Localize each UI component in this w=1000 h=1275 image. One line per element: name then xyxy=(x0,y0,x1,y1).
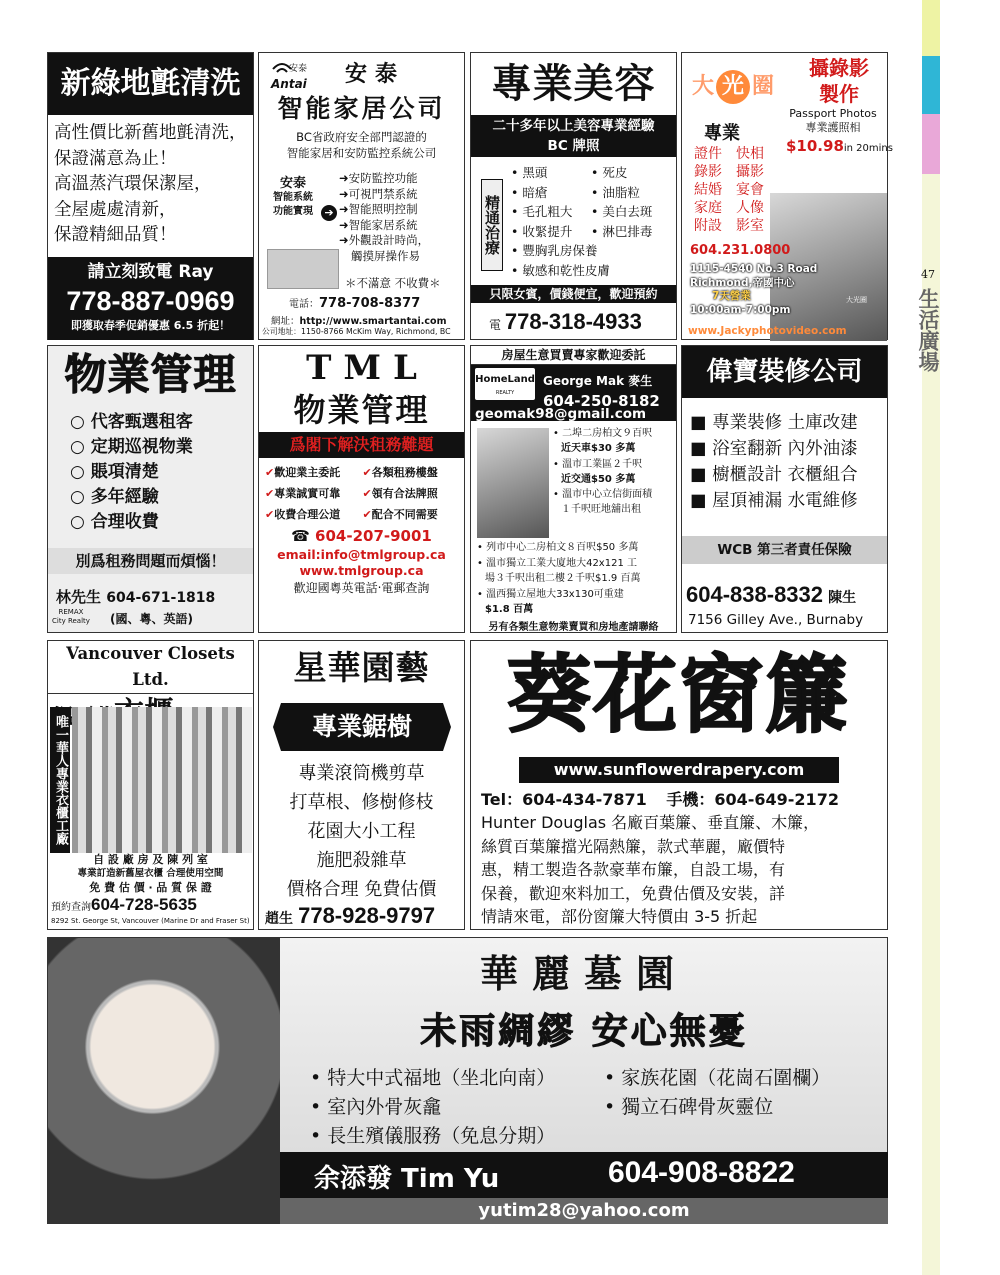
tml-title: 物業管理 xyxy=(293,391,430,429)
property1-tagline: 別爲租務問題而煩惱！ xyxy=(48,548,253,574)
antai-logo xyxy=(267,59,315,93)
photo-passport: Passport Photos 專業護照相 xyxy=(789,107,877,134)
garden-line: 專業滾筒機剪草 xyxy=(298,763,425,784)
garden-phone: 778-928-9797 xyxy=(298,903,436,928)
drapery-body-line: 惠，精工製造各款豪華布簾，自設工場，有 xyxy=(481,860,786,879)
antai-phone-row: 電話：778-708-8377 xyxy=(289,296,421,311)
photo-service: 宴會 xyxy=(736,182,764,198)
beauty-item: • 淋巴排毒 xyxy=(591,223,653,239)
drapery-body-line: 保養，歡迎來料加工，免費估價及安裝，詳 xyxy=(481,883,786,903)
beauty-item: • 油脂粒 xyxy=(591,184,640,200)
tml-note: 歡迎國粵英電話‧電郵查詢 xyxy=(293,581,430,595)
photo-service: 結婚 xyxy=(694,182,722,198)
ad-weibao-renovation xyxy=(681,345,888,633)
property1-items xyxy=(70,410,193,535)
cemetery-bullet: • 特大中式福地（坐北向南） xyxy=(310,1067,556,1089)
weibao-address: 7156 Gilley Ave., Burnaby xyxy=(688,612,864,628)
realty-listing: 近交通$50 多萬 xyxy=(561,473,636,485)
closets-phone: 604-728-5635 xyxy=(91,895,197,914)
antai-left1: 安泰 xyxy=(279,176,306,191)
photo-service: 證件 xyxy=(694,146,722,162)
realty-footer: 另有各類生意物業賣買和房地產請聯絡 xyxy=(488,622,659,633)
arrow-right-icon: ➔ xyxy=(321,205,337,221)
antai-title: 智能家居公司 xyxy=(277,94,446,123)
antai-left-labels xyxy=(263,177,323,219)
realty-listing: １千呎旺地舖出租 xyxy=(561,504,641,516)
photo-service: 影室 xyxy=(736,218,764,234)
antai-features xyxy=(339,171,429,264)
property1-item: ○ 定期巡視物業 xyxy=(70,437,193,457)
beauty-banner: 二十多年以上美容專業經驗 BC 牌照 xyxy=(471,115,676,157)
closets-name-en: Vancouver Closets Ltd. xyxy=(48,641,253,694)
closets-vertical: 唯一華人專業衣櫃工廠 xyxy=(50,707,70,853)
weibao-items xyxy=(682,398,887,514)
tml-email: email:info@tmlgroup.ca xyxy=(277,547,446,562)
tim-yu-photo xyxy=(48,938,280,1224)
garden-line: 花園大小工程 xyxy=(307,821,416,842)
cemetery-slogan: 未雨綢繆 安心無憂 xyxy=(420,1011,748,1052)
property1-phone: 604-671-1818 xyxy=(106,590,216,606)
garden-lines xyxy=(259,759,464,904)
realty-listings-full xyxy=(477,540,675,618)
antai-feature: 觸摸屏操作易 xyxy=(351,248,420,263)
tml-checks xyxy=(259,458,464,525)
antai-web: http://www.smartantai.com xyxy=(299,316,447,327)
antai-name: 安泰 xyxy=(345,61,406,87)
garden-title: 星華園藝 xyxy=(293,648,430,687)
drapery-tel: 604-434-7871 xyxy=(522,790,647,809)
cemetery-bullet: • 室內外骨灰龕 xyxy=(310,1096,442,1118)
property1-contact: 林先生 604-671-1818 xyxy=(56,588,216,606)
cemetery-email: yutim28@yahoo.com xyxy=(280,1198,888,1224)
beauty-item: • 豐胸乳房保養 xyxy=(511,243,598,258)
photo-price: $10.98in 20mins xyxy=(786,137,893,155)
realty-phone: 604-250-8182 xyxy=(543,392,660,410)
ad-carpet-cleaning xyxy=(47,52,254,340)
weibao-item: ■ 專業裝修 土庫改建 xyxy=(690,413,858,433)
antai-web-row: 網址：http://www.smartantai.com xyxy=(271,316,447,327)
photo-logo: 大 光 圈 xyxy=(692,69,774,104)
beauty-item: • 暗瘡 xyxy=(511,184,548,200)
carpet-phone: 778-887-0969 xyxy=(66,286,235,316)
closets-lines xyxy=(48,853,253,895)
beauty-phone-row: 電 778-318-4933 xyxy=(489,309,642,334)
cemetery-bullet: • 獨立石碑骨灰靈位 xyxy=(604,1096,774,1118)
closets-line1: 自 設 廠 房 及 陳 列 室 xyxy=(93,853,208,866)
antai-feature: ➜智能家居系統 xyxy=(339,217,418,232)
drapery-body-line: Hunter Douglas 名廠百葉簾、垂直簾、木簾， xyxy=(481,813,820,832)
drapery-phones: Tel：604-434-7871 手機：604-649-2172 xyxy=(481,790,839,809)
phone-icon: ☎ xyxy=(291,527,310,545)
tml-check: ✔領有合法牌照 xyxy=(362,487,438,500)
weibao-item: ■ 屋頂補漏 水電維修 xyxy=(690,491,858,511)
photo-phone: 604.231.0800 xyxy=(690,243,791,258)
photo-web: www.Jackyphotovideo.com xyxy=(688,325,847,337)
weibao-wcb: WCB 第三者責任保險 xyxy=(682,536,887,564)
photo-sign: 大光圈 xyxy=(846,296,867,304)
beauty-title: 專業美容 xyxy=(491,60,656,107)
drapery-body xyxy=(481,811,819,929)
antai-feature: ➜可視門禁系統 xyxy=(339,186,418,201)
carpet-promo: 即獲取春季促銷優惠 6.5 折起！ xyxy=(70,319,231,332)
weibao-phone: 604-838-8332 xyxy=(686,582,824,607)
ad-property-management-lam xyxy=(47,345,254,633)
carpet-line: 保證滿意為止！ xyxy=(54,148,177,169)
beauty-item: • 毛孔粗大 xyxy=(511,204,573,219)
carpet-line: 全屋處處清新， xyxy=(54,199,177,220)
photo-address: 1115-4540 No.3 Road Richmond,帝國中心 7天營業 10:00am-7:00pm xyxy=(690,263,818,316)
photo-service: 攝影 xyxy=(736,164,764,180)
carpet-contact-bar xyxy=(48,257,253,340)
antai-sub2: 智能家居和安防監控系統公司 xyxy=(286,146,437,160)
photo-service: 附設 xyxy=(694,218,722,234)
realty-listing: • 溫市獨立工業大廈地大42x121 工 xyxy=(477,557,637,569)
cemetery-bullet: • 長生殯儀服務（免息分期） xyxy=(310,1125,556,1147)
drapery-title: 葵花窗簾 xyxy=(506,646,851,744)
beauty-item: • 黑頭 xyxy=(511,165,548,180)
tml-phone-row xyxy=(259,525,464,547)
property1-item: ○ 合理收費 xyxy=(70,512,159,532)
drapery-mobile: 604-649-2172 xyxy=(714,790,839,809)
realty-listings-right xyxy=(553,426,675,518)
weibao-item: ■ 櫥櫃設計 衣櫃組合 xyxy=(690,465,858,485)
cemetery-title: 華麗墓園 xyxy=(479,951,688,996)
closets-line2: 專業訂造新舊屋衣櫃 合理使用空間 xyxy=(77,868,224,879)
garden-line: 價格合理 免費估價 xyxy=(286,879,437,900)
side-tab-blue xyxy=(922,56,940,114)
beauty-services-wide xyxy=(511,241,610,280)
antai-logo-en: Antai xyxy=(271,77,307,91)
realty-listing: • 溫西獨立屋地大33x130可重建 xyxy=(477,588,624,600)
beauty-note: 只限女賓，價錢便宜，歡迎預約 xyxy=(471,285,676,303)
ad-homeland-realty xyxy=(470,345,677,633)
antai-feature: ➜智能照明控制 xyxy=(339,202,418,216)
tml-check: ✔各類租務樓盤 xyxy=(362,466,438,479)
photo-service: 人像 xyxy=(736,200,764,216)
drapery-body-line: 絲質百葉簾擋光隔熱簾，款式華麗，廠價特 xyxy=(481,836,786,856)
antai-subtitle xyxy=(259,129,464,161)
antai-address-row: 公司地址：1150-8766 McKim Way, Richmond, BC xyxy=(262,327,451,336)
homeland-logo: HomeLand REALTY xyxy=(475,368,535,400)
closet-photo xyxy=(72,707,252,853)
ad-cemetery-tim-yu xyxy=(47,937,888,1224)
closets-line3: 免 費 估 價 ‧ 品 質 保 證 xyxy=(89,881,212,894)
tml-check: ✔收費合理公道 xyxy=(265,508,341,521)
antai-logo-cn: 安泰 xyxy=(289,64,308,74)
photo-title: 攝錄影 製作 xyxy=(809,56,869,106)
ad-sunflower-drapery xyxy=(470,640,888,930)
ad-antai-smart-home xyxy=(258,52,465,340)
side-tab-yellow xyxy=(922,0,940,56)
weibao-phone-row: 604-838-8332 陳生 xyxy=(686,582,857,607)
carpet-call: 請立刻致電 Ray xyxy=(87,262,214,282)
photo-service: 家庭 xyxy=(694,200,722,216)
tml-web: www.tmlgroup.ca xyxy=(299,563,424,578)
antai-guarantee: ＊不滿意 不收費＊ xyxy=(345,276,441,290)
photo-service: 快相 xyxy=(736,146,764,162)
weibao-item: ■ 浴室翻新 內外油漆 xyxy=(690,439,858,459)
antai-left3: 功能實現 xyxy=(273,206,313,217)
property1-item: ○ 多年經驗 xyxy=(70,487,159,507)
beauty-phone: 778-318-4933 xyxy=(504,309,642,334)
side-tab-pink xyxy=(922,114,940,174)
realty-listing: • 列市中心二房柏文８百呎$50 多萬 xyxy=(477,542,639,553)
property1-item: ○ 賬項清楚 xyxy=(70,462,159,482)
beauty-side-label: 精通治療 xyxy=(481,179,503,271)
drapery-body-line: 情請來電，部份窗簾大特價由 3-5 折起 xyxy=(481,907,758,926)
cemetery-bullet: • 家族花園（花崗石圍欄） xyxy=(604,1067,831,1089)
cemetery-phone: 604-908-8822 xyxy=(608,1156,795,1189)
antai-address: 1150-8766 McKim Way, Richmond, BC xyxy=(300,327,451,336)
tml-check: ✔專業誠實可靠 xyxy=(265,487,341,500)
remax-logo: REMAX City Realty xyxy=(52,608,90,625)
carpet-line: 高溫蒸汽環保潔屋， xyxy=(54,174,212,194)
tml-phone: 604-207-9001 xyxy=(315,527,432,545)
carpet-lines xyxy=(48,115,253,249)
realty-listing: • 溫市工業區２千呎 xyxy=(553,458,643,470)
realty-listing: 場３千呎出租二樓２千呎$1.9 百萬 xyxy=(485,573,641,584)
antai-feature: ➜安防監控功能 xyxy=(339,171,418,185)
beauty-item: • 死皮 xyxy=(591,165,628,180)
beauty-item: • 美白去斑 xyxy=(591,204,653,219)
ad-tml-property xyxy=(258,345,465,633)
tml-check: ✔歡迎業主委託 xyxy=(265,466,341,479)
realty-header: 房屋生意買賣專家歡迎委託 xyxy=(471,346,676,365)
cemetery-name: 余添發 Tim Yu xyxy=(314,1164,500,1194)
realty-listing: 近天車$30 多萬 xyxy=(561,443,636,455)
garden-line: 施肥殺雜草 xyxy=(316,850,407,871)
section-title: 生活廣場 xyxy=(916,288,941,372)
carpet-line: 高性價比新舊地氈清洗， xyxy=(54,123,247,143)
property1-item: ○ 代客甄選租客 xyxy=(70,412,193,432)
antai-sub1: BC省政府安全部門認證的 xyxy=(296,130,427,144)
beauty-item: • 敏感和乾性皮膚 xyxy=(511,262,610,278)
page-number: 47 xyxy=(921,268,935,281)
garden-phone-row: 趙生 778-928-9797 xyxy=(265,903,436,928)
ad-vancouver-closets xyxy=(47,640,254,930)
garden-line: 打草根、修樹修枝 xyxy=(289,792,434,813)
antai-phone: 778-708-8377 xyxy=(319,296,421,311)
antai-feature: ➜外觀設計時尚， xyxy=(339,233,430,247)
realty-email: geomak98@gmail.com xyxy=(475,406,647,422)
cctv-cameras-image xyxy=(267,249,339,289)
ad-garden-tree xyxy=(258,640,465,930)
beauty-item: • 收緊提升 xyxy=(511,223,573,239)
photo-service: 錄影 xyxy=(694,164,722,180)
drapery-web: www.sunflowerdrapery.com xyxy=(519,757,839,783)
ad-professional-beauty xyxy=(470,52,677,340)
realty-listing: • 溫市中心立信街面積 xyxy=(553,489,653,501)
property1-langs: (國、粵、英語) xyxy=(110,612,193,626)
garden-badge: 專業鋸樹 xyxy=(311,712,412,741)
closets-address: 8292 St. George St, Vancouver (Marine Dr and Fraser St) xyxy=(51,917,250,925)
cemetery-bullets-left xyxy=(310,1064,555,1151)
beauty-services xyxy=(511,163,671,241)
realty-agent: George Mak 麥生 xyxy=(543,374,653,388)
photo-pro: 專業 xyxy=(704,123,740,144)
closets-phone-row: 預約查詢604-728-5635 xyxy=(51,895,197,914)
property1-title: 物業管理 xyxy=(64,350,237,399)
tml-logo: TML xyxy=(306,348,429,388)
tml-check: ✔配合不同需要 xyxy=(362,508,438,521)
tml-banner: 爲閣下解決租務難題 xyxy=(259,432,464,458)
carpet-title: 新綠地氈清洗 xyxy=(48,53,253,115)
photo-services xyxy=(694,145,774,235)
antai-left2: 智能系統 xyxy=(273,192,313,203)
realty-listing: • 二埠二房柏文９百呎 xyxy=(553,428,653,439)
ad-photo-studio xyxy=(681,52,893,340)
agent-photo xyxy=(477,428,549,538)
weibao-title: 偉寶裝修公司 xyxy=(682,346,887,398)
cemetery-bullets-right xyxy=(604,1064,830,1122)
carpet-line: 保證精細品質！ xyxy=(54,225,177,245)
realty-listing: $1.8 百萬 xyxy=(485,604,534,615)
